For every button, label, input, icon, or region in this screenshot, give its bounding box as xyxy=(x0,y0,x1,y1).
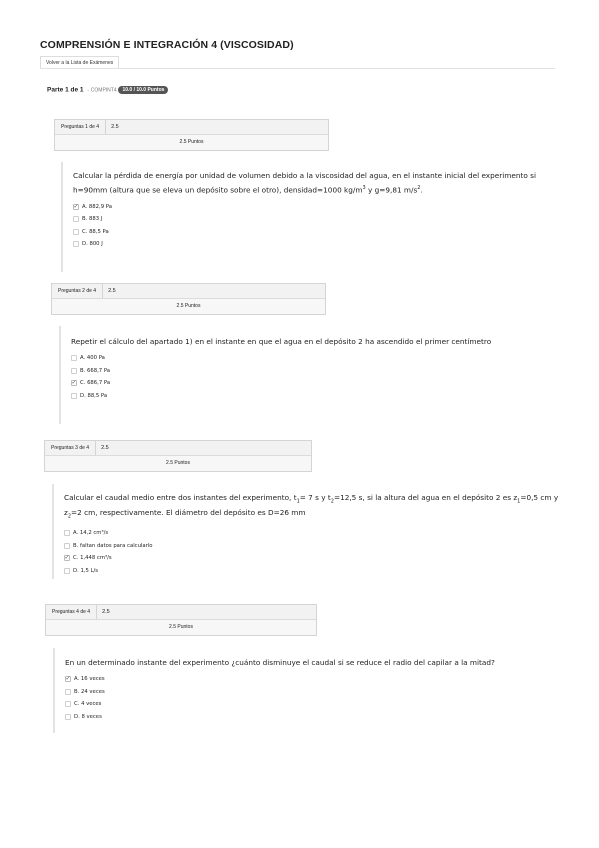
question-header xyxy=(51,283,326,315)
check-icon[interactable]: ✓ xyxy=(73,202,79,210)
answer-option[interactable] xyxy=(73,213,567,226)
answer-option-label: A. 882,9 Pa xyxy=(82,203,112,210)
answer-option-label: C. 1,448 cm³/s xyxy=(73,555,112,562)
question-value: 2.5 xyxy=(101,445,109,451)
checkbox[interactable] xyxy=(73,229,79,235)
question-number: Preguntas 1 de 4 xyxy=(55,120,106,134)
question-points: 2.5 Puntos xyxy=(55,135,328,150)
answer-option[interactable] xyxy=(71,352,567,365)
question-value: 2.5 xyxy=(111,124,119,130)
checkbox[interactable] xyxy=(71,355,77,361)
answer-option-label: A. 400 Pa xyxy=(80,355,105,362)
checkbox[interactable] xyxy=(71,368,77,374)
question-body xyxy=(52,484,568,579)
header-divider xyxy=(40,68,555,69)
question-points: 2.5 Puntos xyxy=(45,456,311,471)
checkbox[interactable] xyxy=(73,241,79,247)
answer-option[interactable] xyxy=(71,390,567,403)
question-number: Preguntas 2 de 4 xyxy=(52,284,103,298)
answer-option[interactable] xyxy=(71,377,567,390)
question-text: En un determinado instante del experimento ¿cuánto disminuye el caudal si se reduce el radio del capilar a la mitad? xyxy=(65,658,495,667)
score-badge: 10.0 / 10.0 Puntos xyxy=(118,86,168,94)
answer-option-label: C. 88,5 Pa xyxy=(82,228,109,235)
question-body xyxy=(61,162,567,272)
checkbox[interactable] xyxy=(64,568,70,574)
answer-option-label: B. faltan datos para calcularlo xyxy=(73,542,153,549)
question-body xyxy=(59,326,567,424)
answer-option[interactable] xyxy=(64,539,568,552)
answer-option-label: D. 8 veces xyxy=(74,713,102,720)
answer-option[interactable] xyxy=(65,711,568,724)
answer-options xyxy=(65,673,568,723)
question-text: Calcular la pérdida de energía por unidad de volumen debido a la viscosidad del agua, en el instante inicial del experimento si h=90mm (altura que se eleva un depósito sobre el otro), densidad=1000 $kg/m^3$ y g=9,81 $m/s^2$. xyxy=(73,171,536,195)
check-icon[interactable]: ✓ xyxy=(65,675,71,683)
answer-option[interactable] xyxy=(73,225,567,238)
checkbox[interactable] xyxy=(71,393,77,399)
answer-option-label: A. 14,2 cm³/s xyxy=(73,530,109,537)
question-header xyxy=(54,119,329,151)
answer-option[interactable] xyxy=(65,698,568,711)
page-title: COMPRENSIÓN E INTEGRACIÓN 4 (VISCOSIDAD) xyxy=(40,39,294,51)
question-value: 2.5 xyxy=(108,288,116,294)
checkbox[interactable] xyxy=(65,714,71,720)
answer-option-label: D. 800 J xyxy=(82,241,103,248)
question-points: 2.5 Puntos xyxy=(52,299,325,314)
question-text: Calcular el caudal medio entre dos instantes del experimento, $t_1= 7$ s y $t_2=12,5$ s, si la altura del agua en el depósito 2 es $z_1=0,5$ cm y $z_2=2$ cm, respectivamente. El diámetro del depósito es D=26 mm xyxy=(64,493,559,520)
question-value: 2.5 xyxy=(102,609,110,615)
answer-option[interactable] xyxy=(65,686,568,699)
checkbox[interactable] xyxy=(65,689,71,695)
question-points: 2.5 Puntos xyxy=(46,620,316,635)
answer-option[interactable] xyxy=(71,365,567,378)
checkbox[interactable] xyxy=(65,701,71,707)
part-label: Parte 1 de 1 xyxy=(47,86,84,94)
answer-option[interactable] xyxy=(73,200,567,213)
answer-option-label: B. 668,7 Pa xyxy=(80,367,111,374)
question-text: Repetir el cálculo del apartado 1) en el instante en que el agua en el depósito 2 ha ascendido el primer centímetro xyxy=(71,337,492,346)
answer-option[interactable] xyxy=(64,564,568,577)
answer-options xyxy=(64,527,568,577)
answer-option-label: B. 883 J xyxy=(82,216,103,223)
check-icon[interactable]: ✓ xyxy=(64,554,70,562)
question-number: Preguntas 4 de 4 xyxy=(46,605,97,619)
answer-option-label: C. 686,7 Pa xyxy=(80,380,111,387)
check-icon[interactable]: ✓ xyxy=(71,379,77,387)
answer-option-label: B. 24 veces xyxy=(74,688,105,695)
checkbox[interactable] xyxy=(64,543,70,549)
answer-option[interactable] xyxy=(64,552,568,565)
answer-option-label: A. 16 veces xyxy=(74,676,105,683)
question-header xyxy=(45,604,317,636)
answer-option[interactable] xyxy=(65,673,568,686)
part-separator: - xyxy=(87,87,89,94)
checkbox[interactable] xyxy=(64,530,70,536)
part-code: COMPINT4 xyxy=(90,87,117,94)
answer-option-label: D. 1,5 L/s xyxy=(73,567,99,574)
answer-option-label: D. 88,5 Pa xyxy=(80,392,108,399)
answer-options xyxy=(73,200,567,250)
question-number: Preguntas 3 de 4 xyxy=(45,441,96,455)
part-header xyxy=(47,86,168,94)
question-header xyxy=(44,440,312,472)
checkbox[interactable] xyxy=(73,216,79,222)
answer-options xyxy=(71,352,567,402)
answer-option[interactable] xyxy=(64,527,568,540)
answer-option[interactable] xyxy=(73,238,567,251)
back-to-exam-list-link[interactable]: Volver a la Lista de Exámenes xyxy=(40,56,119,69)
question-body xyxy=(53,648,568,733)
answer-option-label: C. 4 veces xyxy=(74,701,102,708)
